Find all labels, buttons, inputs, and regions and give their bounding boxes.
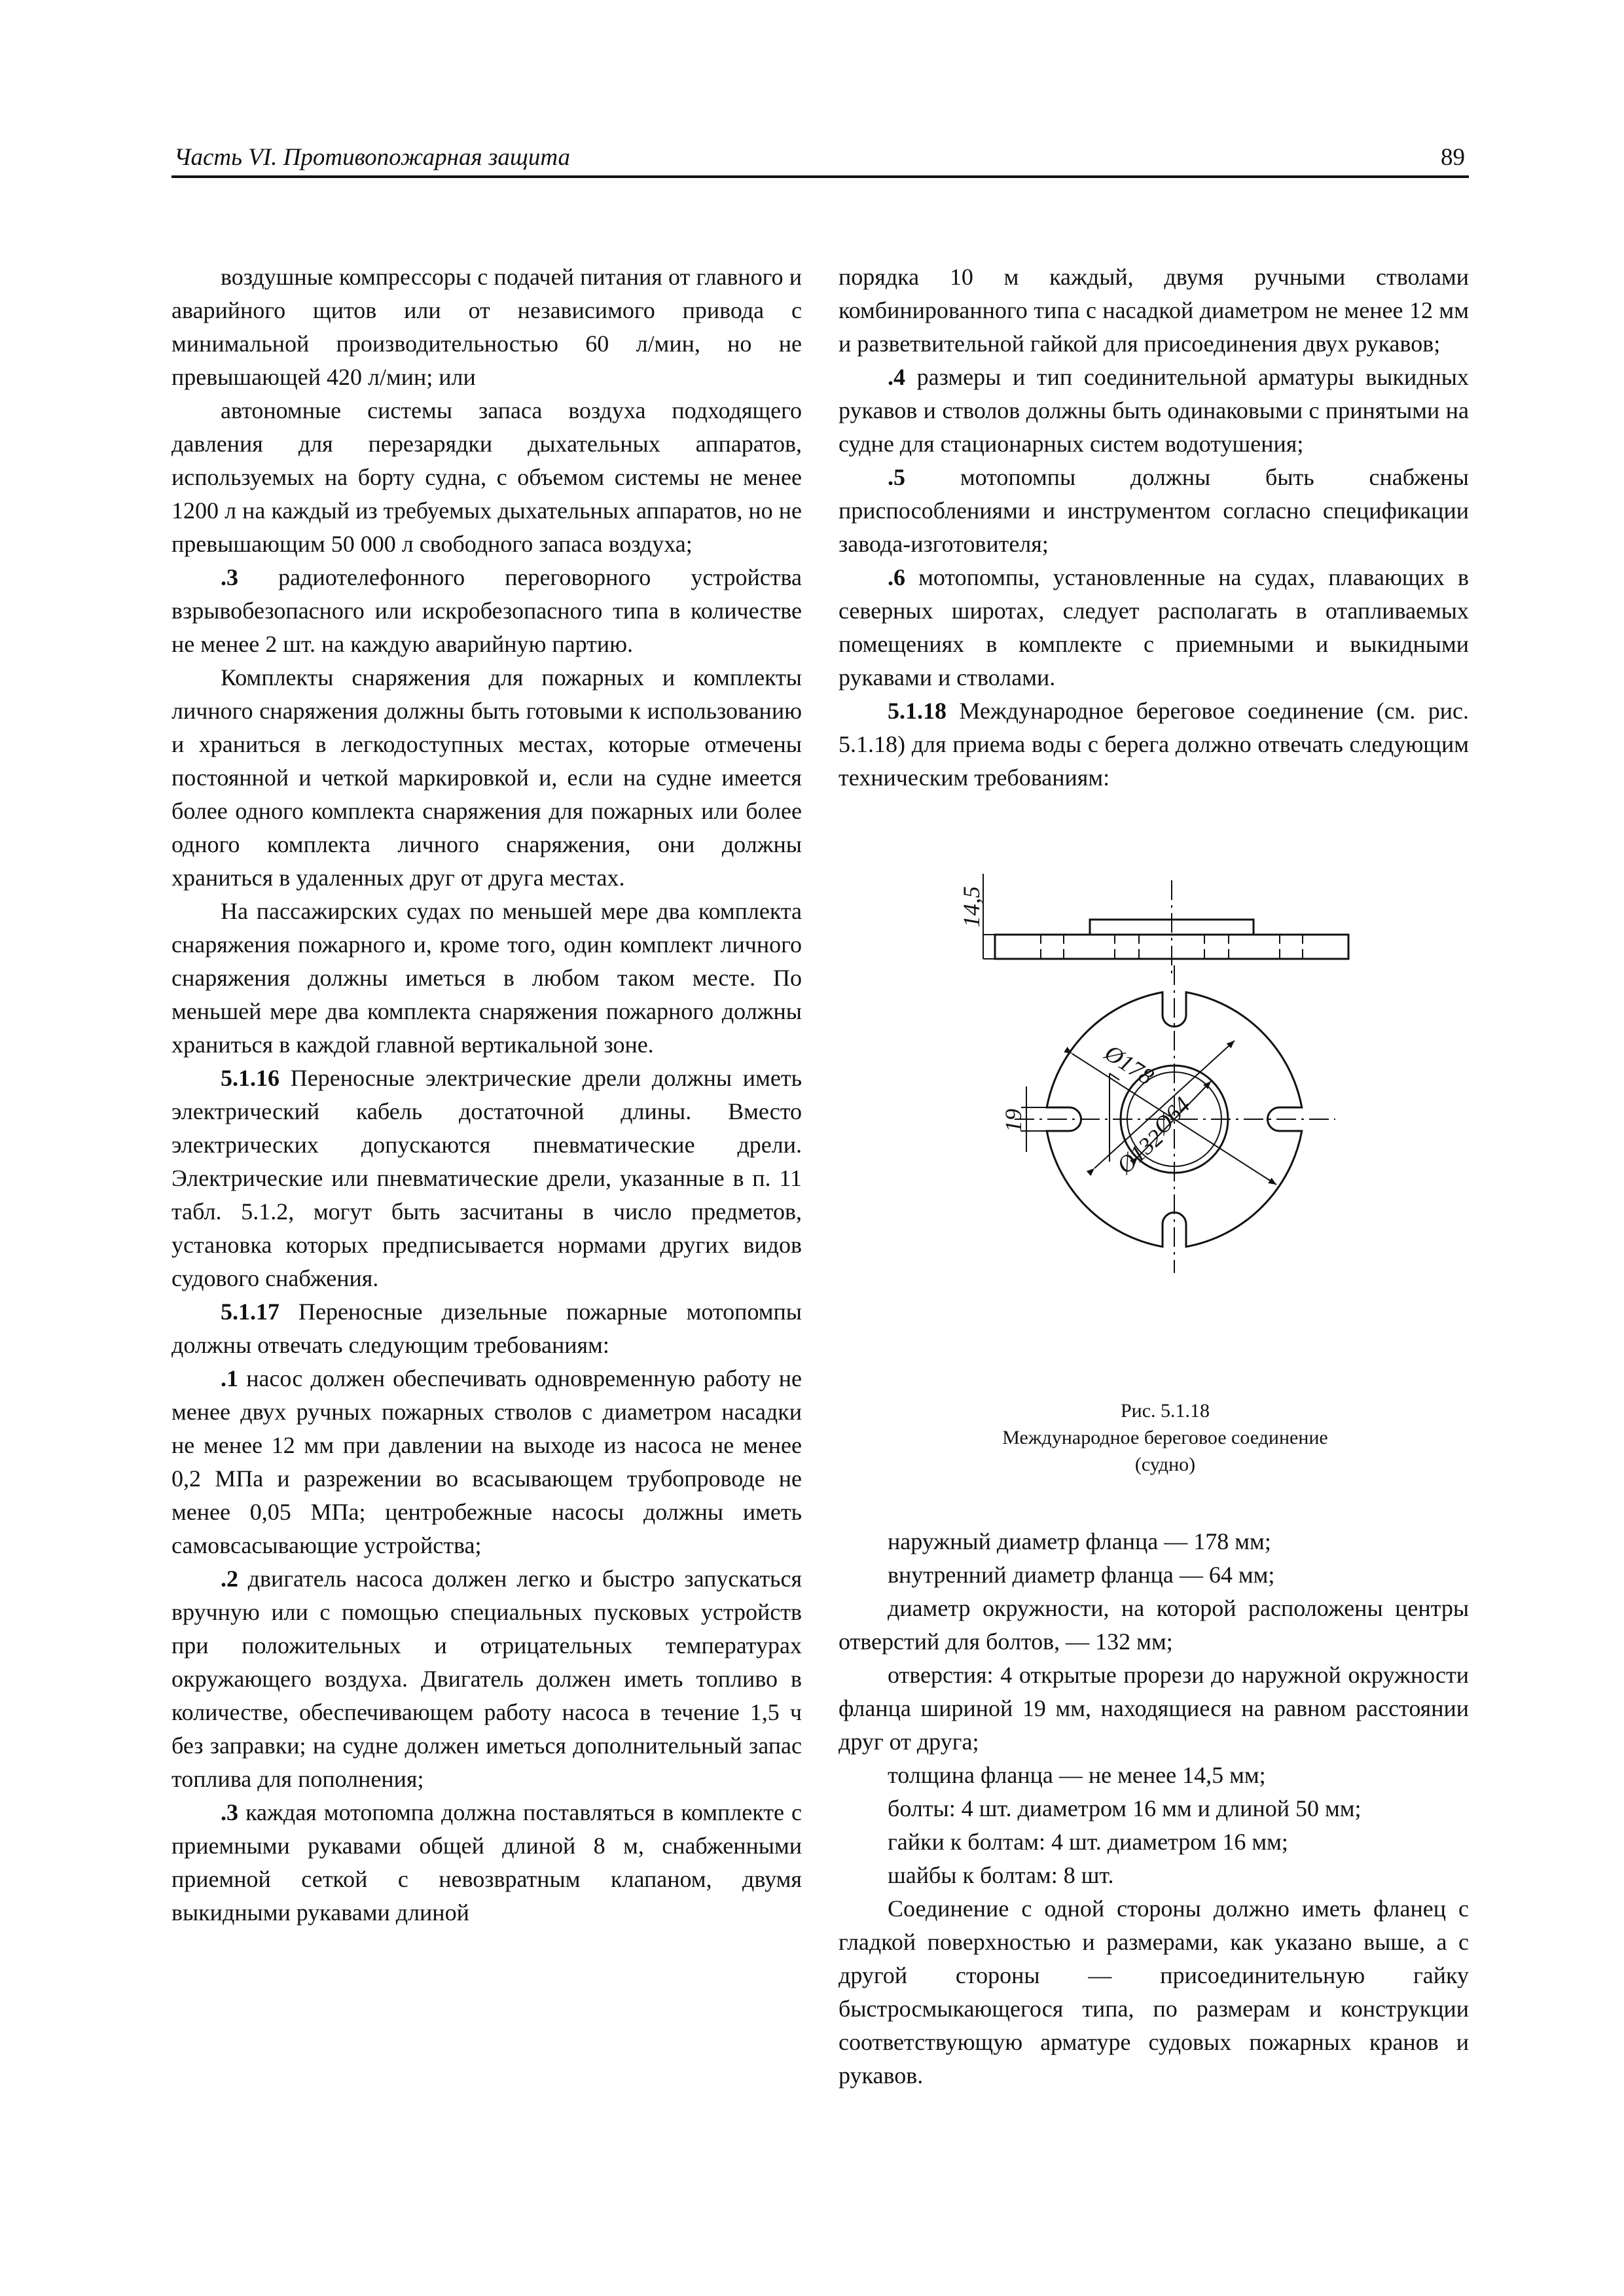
figure-caption — [929, 1397, 1401, 1478]
spec-line: внутренний диаметр фланца — 64 мм; — [888, 1562, 1275, 1588]
paragraph-text: порядка 10 м каждый, двумя ручными стволами комбинированного типа с насадкой диаметром не менее 12 мм и разветвительной гайкой для присоединения двух рукавов; — [839, 264, 1469, 357]
paragraph — [171, 1362, 802, 1562]
paragraph — [171, 1562, 802, 1796]
paragraph — [839, 461, 1469, 561]
clause-number: 5.1.17 — [221, 1299, 280, 1325]
clause-number: .5 — [888, 464, 905, 490]
clause-number: .3 — [221, 1799, 238, 1825]
caption-number: Рис. 5.1.18 — [1120, 1400, 1210, 1422]
paragraph-text: мотопомпы, установленные на судах, плавающих в северных широтах, следует располагать в отапливаемых помещениях в комплекте с приемными и выкидными рукавами и стволами. — [839, 564, 1469, 691]
spec-line: шайбы к болтам: 8 шт. — [888, 1862, 1114, 1888]
paragraph-text: радиотелефонного переговорного устройства взрывобезопасного или искробезопасного типа в количестве не менее 2 шт. на каждую аварийную партию. — [171, 564, 802, 657]
paragraph — [171, 895, 802, 1062]
paragraph-text: автономные системы запаса воздуха подходящего давления для перезарядки дыхательных аппаратов, используемых на борту судна, с объемом системы не менее 1200 л на каждый из требуемых дыхательных аппаратов, но не превышающим 50 000 л свободного запаса воздуха; — [171, 397, 802, 557]
paragraph-text: Переносные дизельные пожарные мотопомпы должны отвечать следующим требованиям: — [171, 1299, 802, 1358]
paragraph — [171, 260, 802, 394]
paragraph — [839, 361, 1469, 461]
paragraph — [839, 694, 1469, 795]
flange-svg — [943, 867, 1401, 1319]
paragraph-text: мотопомпы должны быть снабжены приспособлениями и инструментом согласно спецификации завода-изготовителя; — [839, 464, 1469, 557]
caption-title: Международное береговое соединение — [1002, 1427, 1328, 1448]
paragraph-text: На пассажирских судах по меньшей мере два комплекта снаряжения пожарного и, кроме того, один комплект личного снаряжения должны иметься в любом таком месте. По меньшей мере два комплекта снаряжения пожарного должны храниться в каждой главной вертикальной зоне. — [171, 898, 802, 1058]
paragraph-text: Комплекты снаряжения для пожарных и комплекты личного снаряжения должны быть готовыми к использованию и храниться в легкодоступных местах, которые отмечены постоянной и четкой маркировкой и, если на судне имеется более одного комплекта снаряжения для пожарных или более одного комплекта личного снаряжения, они должны храниться в удаленных друг от друга местах. — [171, 664, 802, 891]
clause-number: 5.1.16 — [221, 1065, 280, 1091]
paragraph — [171, 561, 802, 661]
flange-drawing — [943, 867, 1401, 1319]
right-column — [839, 260, 1469, 795]
page-header — [171, 145, 1469, 178]
paragraph-text: двигатель насоса должен легко и быстро запускаться вручную или с помощью специальных пусковых устройств при положительных и отрицательных температурах окружающего воздуха. Двигатель должен иметь топливо в количестве, обеспечивающем работу насоса в течение 1,5 ч без заправки; на судне должен иметься дополнительный запас топлива для пополнения; — [171, 1566, 802, 1792]
paragraph — [839, 260, 1469, 361]
paragraph-text: воздушные компрессоры с подачей питания от главного и аварийного щитов или от независимого привода с минимальной производительностью 60 л/мин, но не превышающей 420 л/мин; или — [171, 264, 802, 390]
paragraph-text: насос должен обеспечивать одновременную работу не менее двух ручных пожарных стволов с диаметром насадки не менее 12 мм при давлении на выходе из насоса не менее 0,2 МПа и разрежении во всасывающем трубопроводе не менее 0,05 МПа; центробежные насосы должны иметь самовсасывающие устройства; — [171, 1365, 802, 1558]
paragraph — [171, 1295, 802, 1362]
spec-line: болты: 4 шт. диаметром 16 мм и длиной 50 мм; — [888, 1795, 1362, 1821]
paragraph: Соединение с одной стороны должно иметь фланец с гладкой поверхностью и размерами, как указано выше, а с другой стороны — присоединительную гайку быстросмыкающегося типа, по размерам и конструкции соответствующую арматуре судовых пожарных кранов и рукавов. — [839, 1895, 1469, 2089]
paragraph — [171, 1062, 802, 1295]
thickness-label: 14,5 — [958, 886, 984, 927]
paragraph — [171, 1796, 802, 1929]
spec-line: отверстия: 4 открытые прорези до наружной окружности фланца шириной 19 мм, находящиеся на равном расстоянии друг от друга; — [839, 1662, 1469, 1755]
spec-line: диаметр окружности, на которой расположены центры отверстий для болтов, — 132 мм; — [839, 1595, 1469, 1655]
clause-number: .4 — [888, 364, 905, 390]
paragraph — [171, 661, 802, 895]
spec-line: толщина фланца — не менее 14,5 мм; — [888, 1762, 1266, 1788]
caption-subtitle: (судно) — [1134, 1454, 1196, 1475]
paragraph — [839, 561, 1469, 694]
right-column-specs — [839, 1525, 1469, 2092]
clause-number: 5.1.18 — [888, 698, 947, 724]
clause-number: .6 — [888, 564, 905, 590]
left-column — [171, 260, 802, 1929]
paragraph — [171, 394, 802, 561]
spec-line: гайки к болтам: 4 шт. диаметром 16 мм; — [888, 1829, 1288, 1855]
clause-number: .3 — [221, 564, 238, 590]
inner-diameter-label: Ø64 — [1147, 1092, 1195, 1139]
paragraph-text: каждая мотопомпа должна поставляться в комплекте с приемными рукавами общей длиной 8 м, снабженными приемной сеткой с невозвратным клапаном, двумя выкидными рукавами длиной — [171, 1799, 802, 1926]
slot-width-label: 19 — [1000, 1109, 1026, 1132]
clause-number: .1 — [221, 1365, 238, 1391]
outer-diameter-label: Ø178 — [1100, 1039, 1159, 1090]
paragraph-text: размеры и тип соединительной арматуры выкидных рукавов и стволов должны быть одинаковыми с принятыми на судне для стационарных систем водотушения; — [839, 364, 1469, 457]
paragraph-text: Переносные электрические дрели должны иметь электрический кабель достаточной длины. Вместо электрических допускаются пневматические дрели. Электрические или пневматические дрели, указанные в п. 11 табл. 5.1.2, могут быть засчитаны в число предметов, установка которых предписывается нормами других видов судового снабжения. — [171, 1065, 802, 1291]
bolt-circle-label: Ø132 — [1111, 1124, 1168, 1179]
page-number: 89 — [1441, 144, 1465, 171]
running-title: Часть VI. Противопожарная защита — [174, 144, 571, 171]
clause-number: .2 — [221, 1566, 238, 1592]
spec-line: наружный диаметр фланца — 178 мм; — [888, 1528, 1271, 1554]
paragraph-text: Международное береговое соединение (см. рис. 5.1.18) для приема воды с берега должно отвечать следующим техническим требованиям: — [839, 698, 1469, 791]
